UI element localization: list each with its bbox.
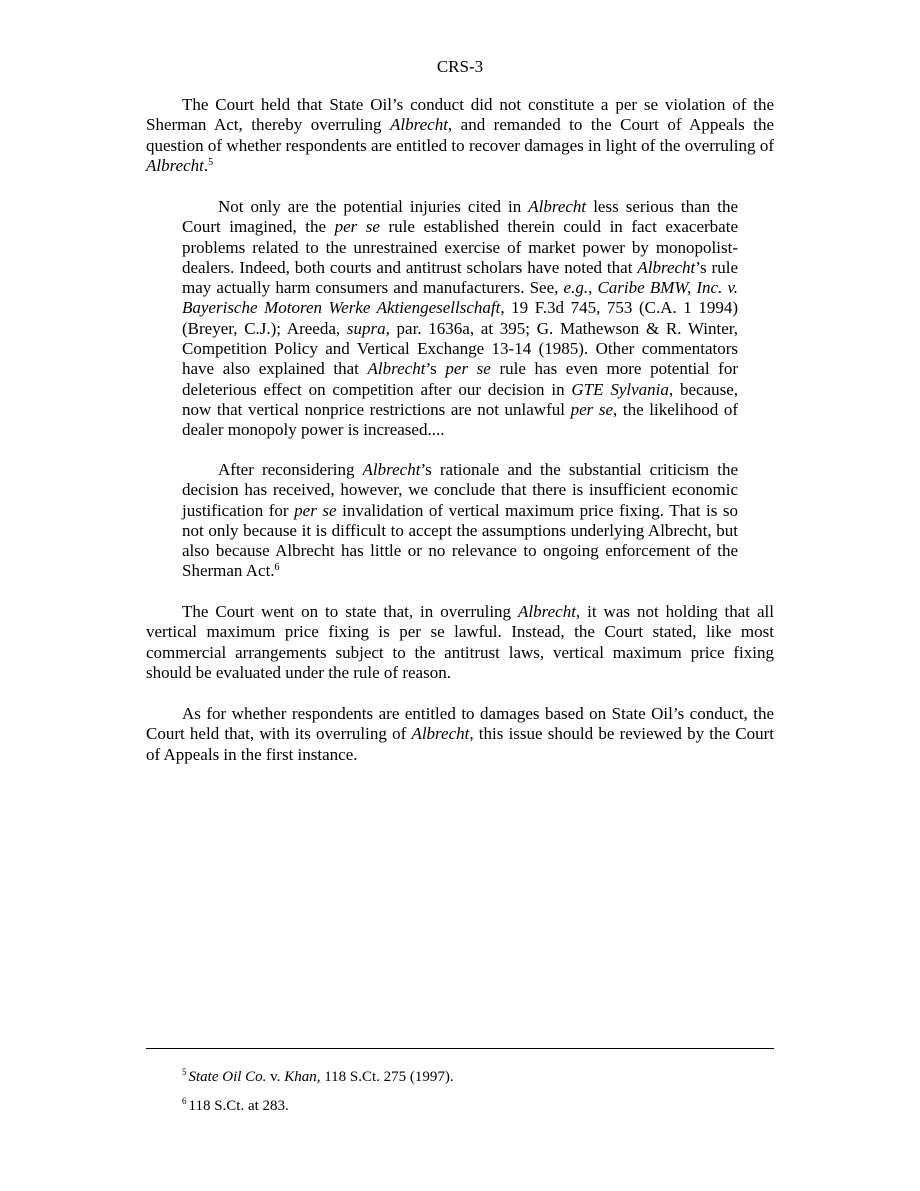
footnote-ref-6: 6 [274,562,280,574]
footnote-5: $^5$ State Oil Co. v. Khan, 118 S.Ct. 275 (1997). [182,1067,454,1085]
footnote-6: $^6$ 118 S.Ct. at 283. [182,1096,289,1114]
paragraph-rule-of-reason: The Court went on to state that, in overruling Albrecht, it was not holding that all vertical maximum price fixing is per se lawful. Instead, the Court stated, like most commercial arrangements subject to the antitrust laws, vertical maximum price fixing should be evaluated under the rule of reason. [146,602,774,682]
page-number: CRS-3 [436,57,484,76]
block-quote-2: After reconsidering Albrecht’s rationale and the substantial criticism the decision has received, however, we conclude that there is insufficient economic justification for per se invalidation of vertical maximum price fixing. That is so not only because it is difficult to accept the assumptions underlying Albrecht, but also because Albrecht has little or no relevance to ongoing enforcement of the Sherman Act.$^6$ [182,460,739,581]
paragraph-holding: The Court held that State Oil’s conduct did not constitute a per se violation of the Sherman Act, thereby overruling Albrecht, and remanded to the Court of Appeals the question of whether respondents are entitled to recover damages in light of the overruling of Albrecht.$^5$ [146,95,775,175]
footnote-ref-5: 5 [208,156,214,168]
block-quote-1: Not only are the potential injuries cited in Albrecht less serious than the Court imagined, the per se rule established therein could in fact exacerbate problems related to the unrestrained exercise of market power by monopolist-dealers. Indeed, both courts and antitrust scholars have noted that Albrecht’s rule may actually harm consumers and manufacturers. See, e.g., Caribe BMW, Inc. v. Bayerische Motoren Werke Aktiengesellschaft, 19 F.3d 745, 753 (C.A. 1 1994) (Breyer, C.J.); Areeda, supra, par. 1636a, at 395; G. Mathewson & R. Winter, Competition Policy and Vertical Exchange 13-14 (1985). Other commentators have also explained that Albrecht’s per se rule has even more potential for deleterious effect on competition after our decision in GTE Sylvania, because, now that vertical nonprice restrictions are not unlawful per se, the likelihood of dealer monopoly power is increased.... [182,197,739,440]
paragraph-damages: As for whether respondents are entitled to damages based on State Oil’s conduct, the Court held that, with its overruling of Albrecht, this issue should be reviewed by the Court of Appeals in the first instance. [146,704,774,764]
footnote-divider [146,1048,774,1049]
